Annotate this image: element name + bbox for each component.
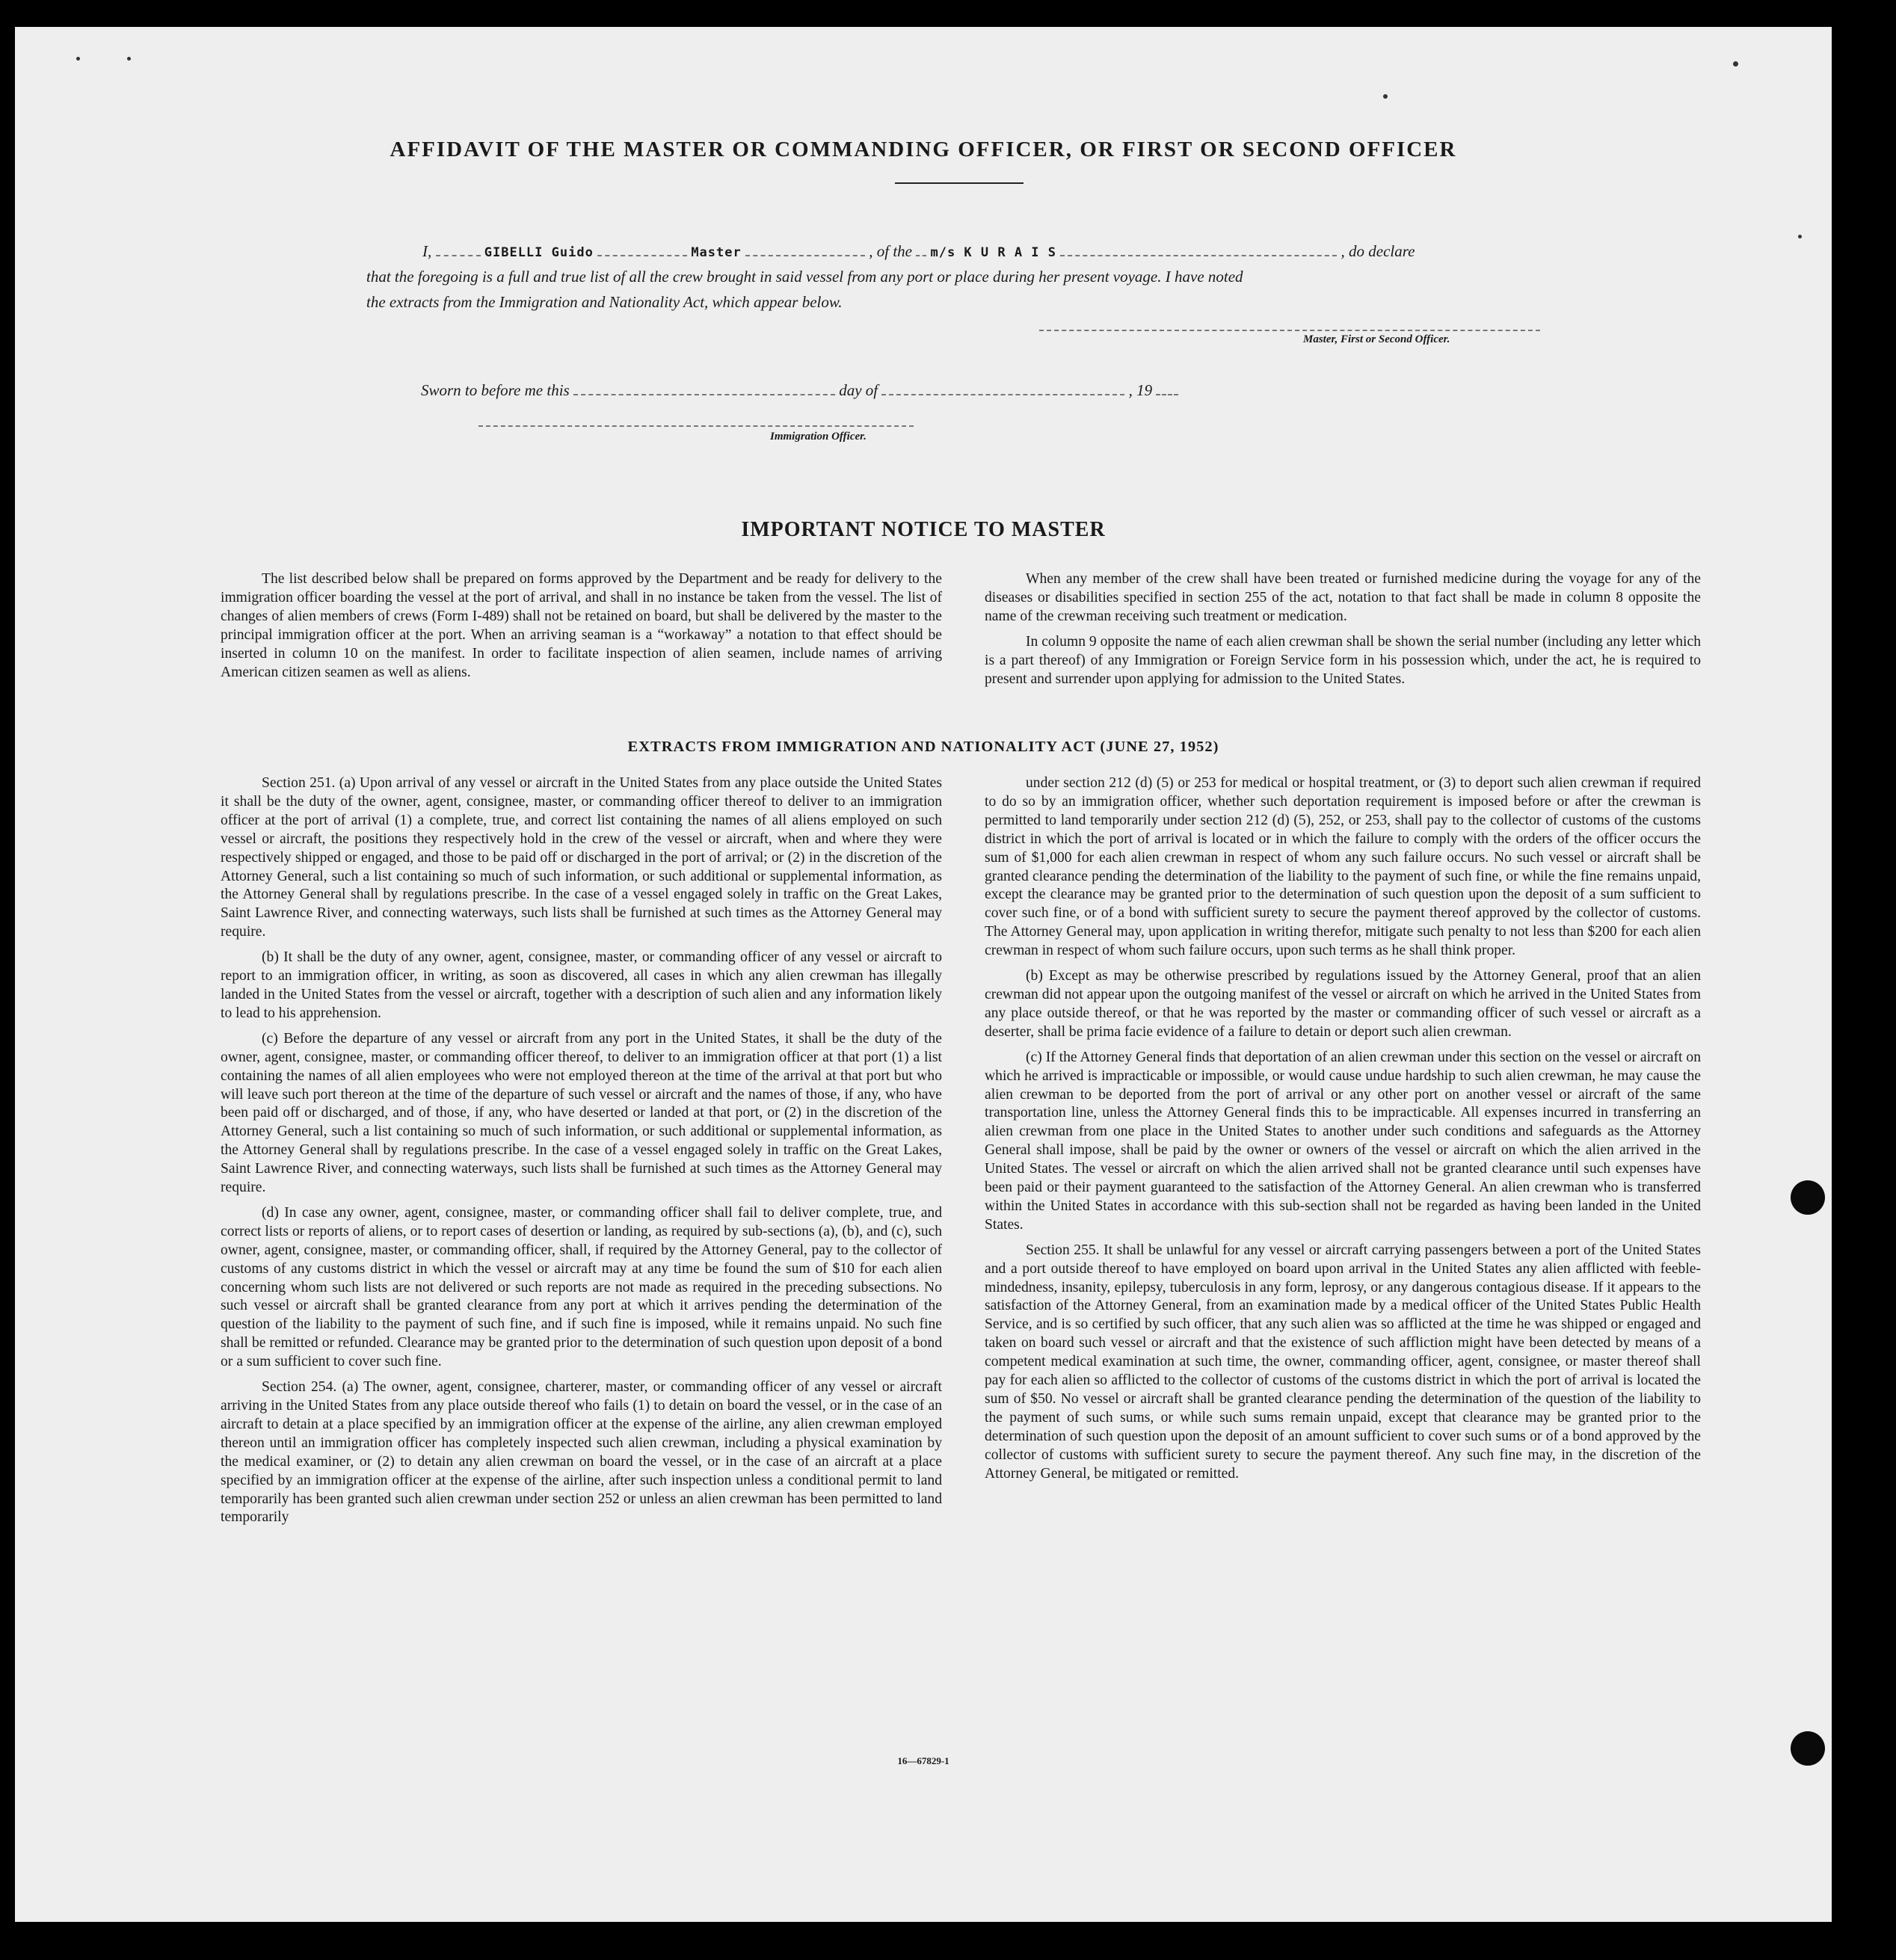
fill-dots — [597, 244, 687, 256]
master-signature-label: Master, First or Second Officer. — [1303, 333, 1450, 345]
fill-dots — [881, 383, 1124, 395]
fill-dots — [745, 244, 865, 256]
officer-signature-line — [478, 425, 914, 427]
extracts-left-paragraph: Section 251. (a) Upon arrival of any vessel or aircraft in the United States from any place outside the United States it shall be the duty of the owner, agent, consignee, master, or commanding officer thereof to deliver to an immigration officer at the port of arrival (1) a complete, true, and correct list containing the names of all aliens employed on such vessel or aircraft, the positions they respectively hold in the crew of the vessel or aircraft, when and where they were respectively shipped or engaged, and those to be paid off or discharged in the port of arrival; or (2) in the discretion of the Attorney General, such a list containing so much of such information, or such additional or supplemental information, as the Attorney General shall by regulations prescribe. In the case of a vessel engaged solely in traffic on the Great Lakes, Saint Lawrence River, and connecting waterways, such lists shall be furnished at such times as the Attorney General may require. — [221, 775, 942, 940]
notice-left-column — [221, 570, 942, 682]
fill-dots — [1156, 383, 1178, 395]
master-signature-line — [1039, 330, 1540, 331]
extracts-right-column — [985, 774, 1701, 1484]
do-declare-label: , do declare — [1341, 242, 1415, 260]
fill-dots — [436, 244, 481, 256]
punch-hole — [1791, 1180, 1825, 1215]
scan-speck — [1733, 61, 1738, 67]
form-number: 16—67829-1 — [897, 1755, 949, 1766]
year-label: , 19 — [1128, 381, 1153, 399]
extracts-left-column — [221, 774, 942, 1527]
scan-speck — [1383, 94, 1388, 99]
affidavit-title: AFFIDAVIT OF THE MASTER OR COMMANDING OFFICER, OR FIRST OR SECOND OFFICER — [390, 138, 1457, 161]
fill-dots — [1060, 244, 1337, 256]
sworn-line — [421, 381, 1178, 400]
notice-right-paragraph: In column 9 opposite the name of each alien crewman shall be shown the serial number (including any letter which is a part thereof) of any Immigration or Foreign Service form in his possession which, under the act, he is required to present and surrender upon applying for admission to the United States. — [985, 633, 1701, 687]
i-label: I, — [422, 242, 432, 260]
notice-right-column — [985, 570, 1701, 688]
extracts-title: EXTRACTS FROM IMMIGRATION AND NATIONALITY ACT (JUNE 27, 1952) — [627, 739, 1219, 755]
extracts-right-paragraph: Section 255. It shall be unlawful for any vessel or aircraft carrying passengers between a port of the United States and a port outside thereof to have employed on board upon arrival in the United States any alien afflicted with feeble-mindedness, insanity, epilepsy, tuberculosis in any form, leprosy, or any dangerous contagious disease. If it appears to the satisfaction of the Attorney General, from an examination made by a medical officer of the United States Public Health Service, and is so certified by such officer, that any such alien was so afflicted at the time he was shipped or engaged and taken on board such vessel or aircraft and that the existence of such affliction might have been detected by means of a competent medical examination at such time, the owner, commanding officer, agent, consignee, or master thereof shall pay for each alien so afflicted to the collector of customs of the customs district in which the port of arrival is located the sum of $50. No vessel or aircraft shall be granted clearance pending the determination of the question of the liability to the payment of such sums, or while such sums remain unpaid, except that clearance may be granted prior to the determination of such question upon the deposit of an amount sufficient to cover such sums or of a bond approved by the collector of customs with sufficient surety to secure the payment thereof. Any such fine may, in the discretion of the Attorney General, be mitigated or remitted. — [985, 1242, 1701, 1482]
extracts-right-paragraph: (b) Except as may be otherwise prescribed by regulations issued by the Attorney General, proof that an alien crewman did not appear upon the outgoing manifest of the vessel or aircraft on which he arrived in the United States from any place outside thereof, or that he was reported by the master or commanding officer of such vessel or aircraft as a deserter, shall be prima facie evidence of a failure to detain or deport such alien crewman. — [985, 968, 1701, 1040]
master-name: GIBELLI Guido — [484, 245, 594, 260]
declaration-line-3: the extracts from the Immigration and Nationality Act, which appear below. — [366, 293, 843, 311]
title-rule — [895, 182, 1024, 184]
fill-dots — [916, 244, 926, 256]
extracts-left-paragraph: Section 254. (a) The owner, agent, consignee, charterer, master, or commanding officer of any vessel or aircraft arriving in the United States from any place outside thereof who fails (1) to detain on board the vessel, or in the case of an aircraft to detain at a place specified by an immigration officer at the expense of the airline, any alien crewman employed thereon until an immigration officer has completely inspected such alien crewman, including a physical examination by the medical examiner, or (2) to detain any alien crewman on board the vessel, or in the case of an aircraft at a place specified by an immigration officer at the expense of the airline, after such inspection unless a conditional permit to land temporarily has been granted such alien crewman under section 252 or unless an alien crewman has been permitted to land temporarily — [221, 1379, 942, 1526]
notice-title: IMPORTANT NOTICE TO MASTER — [741, 518, 1106, 541]
punch-hole — [1791, 1731, 1825, 1766]
scan-speck — [76, 57, 80, 61]
declaration-line-2: that the foregoing is a full and true list of all the crew brought in said vessel from any port or place during her present voyage. I have noted — [366, 268, 1243, 286]
extracts-left-paragraph: (c) Before the departure of any vessel or aircraft from any port in the United States, it shall be the duty of the owner, agent, consignee, master, or commanding officer thereof, to deliver to an immigration officer at that port (1) a list containing the names of all alien employees who were not employed thereon at the time of the arrival at that port but who will leave such port thereon at the time of the departure of such vessel or aircraft and the names of those, if any, who have been paid off or discharged, and of those, if any, who have deserted or landed at that port, or (2) in the discretion of the Attorney General, such a list containing so much of such information, or such additional or supplemental information, as the Attorney General shall by regulations prescribe. In the case of a vessel engaged solely in traffic on the Great Lakes, Saint Lawrence River, and connecting waterways, such lists shall be furnished at such times as the Attorney General may require. — [221, 1030, 942, 1196]
master-rank: Master — [691, 245, 742, 260]
extracts-right-paragraph: under section 212 (d) (5) or 253 for medical or hospital treatment, or (3) to deport such alien crewman if required to do so by an immigration officer, whether such deportation requirement is imposed before or after the crewman is permitted to land temporarily under section 212 (d) (5), 252, or 253, shall pay to the collector of customs of the customs district in which the port of arrival is located or in which the failure to comply with the orders of the officer occurs the sum of $1,000 for each alien crewman in respect of whom any such failure occurs. No such vessel or aircraft shall be granted clearance pending the determination of the liability to the payment of such fine, or while the fine remains unpaid, except the clearance may be granted prior to the determination of such question upon the deposit of a sum sufficient to cover such fine, or of a bond with sufficient surety to secure the payment thereof approved by the collector of customs. The Attorney General may, upon application in writing therefor, mitigate such penalty to not less than $200 for each alien crewman in respect of whom such failure occurs, upon such terms as he shall think proper. — [985, 775, 1701, 959]
notice-right-paragraph: When any member of the crew shall have been treated or furnished medicine during the voyage for any of the diseases or disabilities specified in section 255 of the act, notation to that fact shall be made in column 8 opposite the name of the crewman receiving such treatment or medication. — [985, 571, 1701, 624]
sworn-label: Sworn to before me this — [421, 381, 570, 399]
notice-left-paragraph: The list described below shall be prepared on forms approved by the Department and be ready for delivery to the immigration officer boarding the vessel at the port of arrival, and shall in no instance be taken from the vessel. The list of changes of alien members of crews (Form I-489) shall not be retained on board, but shall be delivered by the master to the principal immigration officer at the port. When an arriving seaman is a “workaway” a notation to that effect should be inserted in column 10 on the manifest. In order to facilitate inspection of alien seamen, include names of arriving American citizen seamen as well as aliens. — [221, 571, 942, 680]
scan-speck — [127, 57, 131, 61]
of-the-label: , of the — [869, 242, 912, 260]
extracts-left-paragraph: (b) It shall be the duty of any owner, agent, consignee, master, or commanding officer of any vessel or aircraft to report to an immigration officer, in writing, as soon as discovered, all cases in which any alien crewman has illegally landed in the United States from the vessel or aircraft, together with a description of such alien and any information likely to lead to his apprehension. — [221, 949, 942, 1021]
extracts-left-paragraph: (d) In case any owner, agent, consignee, master, or commanding officer shall fail to deliver complete, true, and correct lists or reports of aliens, or to report cases of desertion or landing, as required by sub-sections (a), (b), and (c), such owner, agent, consignee, master, or commanding officer, shall, if required by the Attorney General, pay to the collector of customs of any customs district in which the vessel or aircraft may at any time be found the sum of $10 for each alien concerning whom such lists are not delivered or such reports are not made as required in the preceding subsections. No such vessel or aircraft shall be granted clearance from any port at which it arrives pending the determination of the question of the liability to the payment of such fine, and if such fine is imposed, while it remains unpaid. No such fine shall be remitted or refunded. Clearance may be granted prior to the determination of such question upon deposit of a bond or a sum sufficient to cover such fine. — [221, 1204, 942, 1370]
vessel-name: m/s K U R A I S — [930, 245, 1057, 260]
declaration-line-1 — [422, 242, 1570, 261]
document-page — [15, 27, 1832, 1922]
officer-signature-label: Immigration Officer. — [770, 431, 867, 443]
scan-speck — [1798, 235, 1802, 238]
day-of-label: day of — [839, 381, 878, 399]
fill-dots — [573, 383, 835, 395]
extracts-right-paragraph: (c) If the Attorney General finds that deportation of an alien crewman under this section on the vessel or aircraft on which he arrived is impracticable or impossible, or would cause undue hardship to such alien crewman, he may cause the alien crewman to be deported from the port of arrival or any other port on another vessel or aircraft of the same transportation line, unless the Attorney General finds this to be impracticable. All expenses incurred in transferring an alien crewman from one place in the United States to another under such conditions and safeguards as the Attorney General shall impose, shall be paid by the owner or owners of the vessel or aircraft on which the alien arrived in the United States. The vessel or aircraft on which the alien arrived shall not be granted clearance until such expenses have been paid or their payment guaranteed to the satisfaction of the Attorney General. An alien crewman who is transferred within the United States in accordance with this sub-section shall not be regarded as having been landed in the United States. — [985, 1049, 1701, 1233]
